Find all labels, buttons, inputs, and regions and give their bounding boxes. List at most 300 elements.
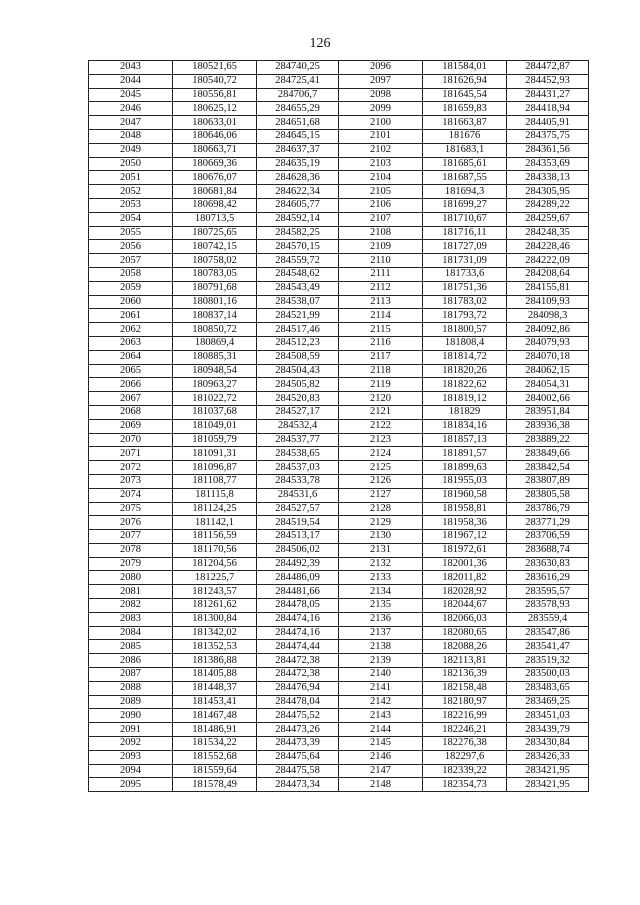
y-coordinate-cell: 284474,16 — [257, 612, 339, 626]
y-coordinate-cell: 283805,58 — [507, 488, 589, 502]
point-number-cell: 2104 — [339, 171, 423, 185]
point-number-cell: 2059 — [89, 281, 173, 295]
table-row — [89, 640, 589, 654]
x-coordinate-cell: 181486,91 — [173, 723, 257, 737]
point-number-cell: 2054 — [89, 212, 173, 226]
x-coordinate-cell: 182354,73 — [423, 778, 507, 792]
point-number-cell: 2132 — [339, 557, 423, 571]
y-coordinate-cell: 284559,72 — [257, 254, 339, 268]
y-coordinate-cell: 284548,62 — [257, 267, 339, 281]
table-row — [89, 198, 589, 212]
x-coordinate-cell: 181170,56 — [173, 543, 257, 557]
x-coordinate-cell: 182011,82 — [423, 571, 507, 585]
table-row — [89, 240, 589, 254]
table-row — [89, 74, 589, 88]
y-coordinate-cell: 284475,64 — [257, 750, 339, 764]
point-number-cell: 2072 — [89, 461, 173, 475]
point-number-cell: 2133 — [339, 571, 423, 585]
point-number-cell: 2088 — [89, 681, 173, 695]
y-coordinate-cell: 284725,41 — [257, 74, 339, 88]
x-coordinate-cell: 181727,09 — [423, 240, 507, 254]
x-coordinate-cell: 182028,92 — [423, 585, 507, 599]
x-coordinate-cell: 181699,27 — [423, 198, 507, 212]
point-number-cell: 2079 — [89, 557, 173, 571]
x-coordinate-cell: 181958,36 — [423, 516, 507, 530]
x-coordinate-cell: 181731,09 — [423, 254, 507, 268]
y-coordinate-cell: 284481,66 — [257, 585, 339, 599]
x-coordinate-cell: 182113,81 — [423, 654, 507, 668]
x-coordinate-cell: 182080,65 — [423, 626, 507, 640]
y-coordinate-cell: 284472,38 — [257, 654, 339, 668]
point-number-cell: 2109 — [339, 240, 423, 254]
point-number-cell: 2086 — [89, 654, 173, 668]
x-coordinate-cell: 182276,38 — [423, 737, 507, 751]
y-coordinate-cell: 284706,7 — [257, 88, 339, 102]
x-coordinate-cell: 180850,72 — [173, 323, 257, 337]
table-row — [89, 543, 589, 557]
x-coordinate-cell: 181820,26 — [423, 364, 507, 378]
x-coordinate-cell: 182180,97 — [423, 695, 507, 709]
table-row — [89, 102, 589, 116]
point-number-cell: 2124 — [339, 447, 423, 461]
x-coordinate-cell: 182297,6 — [423, 750, 507, 764]
table-row — [89, 737, 589, 751]
point-number-cell: 2146 — [339, 750, 423, 764]
table-row — [89, 405, 589, 419]
y-coordinate-cell: 284375,75 — [507, 129, 589, 143]
y-coordinate-cell: 283951,84 — [507, 405, 589, 419]
x-coordinate-cell: 180625,12 — [173, 102, 257, 116]
point-number-cell: 2118 — [339, 364, 423, 378]
x-coordinate-cell: 180837,14 — [173, 309, 257, 323]
point-number-cell: 2128 — [339, 502, 423, 516]
x-coordinate-cell: 181814,72 — [423, 350, 507, 364]
point-number-cell: 2066 — [89, 378, 173, 392]
table-row — [89, 116, 589, 130]
point-number-cell: 2105 — [339, 185, 423, 199]
y-coordinate-cell: 284537,77 — [257, 433, 339, 447]
table-row — [89, 185, 589, 199]
y-coordinate-cell: 284405,91 — [507, 116, 589, 130]
table-row — [89, 723, 589, 737]
table-row — [89, 612, 589, 626]
point-number-cell: 2097 — [339, 74, 423, 88]
y-coordinate-cell: 284517,46 — [257, 323, 339, 337]
x-coordinate-cell: 181710,67 — [423, 212, 507, 226]
table-row — [89, 530, 589, 544]
point-number-cell: 2075 — [89, 502, 173, 516]
y-coordinate-cell: 284527,57 — [257, 502, 339, 516]
y-coordinate-cell: 284070,18 — [507, 350, 589, 364]
y-coordinate-cell: 284476,94 — [257, 681, 339, 695]
y-coordinate-cell: 283430,84 — [507, 737, 589, 751]
coordinates-table — [88, 60, 589, 792]
y-coordinate-cell: 283889,22 — [507, 433, 589, 447]
table-row — [89, 61, 589, 75]
x-coordinate-cell: 181467,48 — [173, 709, 257, 723]
x-coordinate-cell: 181683,1 — [423, 143, 507, 157]
y-coordinate-cell: 284259,67 — [507, 212, 589, 226]
y-coordinate-cell: 284531,6 — [257, 488, 339, 502]
table-row — [89, 599, 589, 613]
x-coordinate-cell: 181822,62 — [423, 378, 507, 392]
x-coordinate-cell: 181124,25 — [173, 502, 257, 516]
y-coordinate-cell: 283559,4 — [507, 612, 589, 626]
x-coordinate-cell: 181559,64 — [173, 764, 257, 778]
x-coordinate-cell: 180948,54 — [173, 364, 257, 378]
y-coordinate-cell: 283688,74 — [507, 543, 589, 557]
x-coordinate-cell: 181448,37 — [173, 681, 257, 695]
table-row — [89, 764, 589, 778]
table-row — [89, 709, 589, 723]
table-row — [89, 668, 589, 682]
x-coordinate-cell: 181716,11 — [423, 226, 507, 240]
y-coordinate-cell: 284474,16 — [257, 626, 339, 640]
x-coordinate-cell: 182158,48 — [423, 681, 507, 695]
y-coordinate-cell: 284520,83 — [257, 392, 339, 406]
y-coordinate-cell: 284472,38 — [257, 668, 339, 682]
x-coordinate-cell: 181300,84 — [173, 612, 257, 626]
point-number-cell: 2071 — [89, 447, 173, 461]
x-coordinate-cell: 181663,87 — [423, 116, 507, 130]
y-coordinate-cell: 283469,25 — [507, 695, 589, 709]
point-number-cell: 2058 — [89, 267, 173, 281]
y-coordinate-cell: 284098,3 — [507, 309, 589, 323]
table-row — [89, 267, 589, 281]
point-number-cell: 2045 — [89, 88, 173, 102]
point-number-cell: 2103 — [339, 157, 423, 171]
y-coordinate-cell: 283849,66 — [507, 447, 589, 461]
x-coordinate-cell: 181142,1 — [173, 516, 257, 530]
table-row — [89, 654, 589, 668]
x-coordinate-cell: 181108,77 — [173, 474, 257, 488]
y-coordinate-cell: 284519,54 — [257, 516, 339, 530]
y-coordinate-cell: 284628,36 — [257, 171, 339, 185]
y-coordinate-cell: 284289,22 — [507, 198, 589, 212]
y-coordinate-cell: 284431,27 — [507, 88, 589, 102]
point-number-cell: 2068 — [89, 405, 173, 419]
table-row — [89, 350, 589, 364]
table-row — [89, 378, 589, 392]
table-row — [89, 364, 589, 378]
x-coordinate-cell: 182088,26 — [423, 640, 507, 654]
x-coordinate-cell: 181960,58 — [423, 488, 507, 502]
x-coordinate-cell: 180540,72 — [173, 74, 257, 88]
x-coordinate-cell: 181091,31 — [173, 447, 257, 461]
table-row — [89, 681, 589, 695]
point-number-cell: 2064 — [89, 350, 173, 364]
point-number-cell: 2074 — [89, 488, 173, 502]
x-coordinate-cell: 180669,36 — [173, 157, 257, 171]
point-number-cell: 2144 — [339, 723, 423, 737]
point-number-cell: 2099 — [339, 102, 423, 116]
x-coordinate-cell: 180676,07 — [173, 171, 257, 185]
point-number-cell: 2139 — [339, 654, 423, 668]
y-coordinate-cell: 283421,95 — [507, 764, 589, 778]
y-coordinate-cell: 283786,79 — [507, 502, 589, 516]
y-coordinate-cell: 284506,02 — [257, 543, 339, 557]
x-coordinate-cell: 181645,54 — [423, 88, 507, 102]
point-number-cell: 2056 — [89, 240, 173, 254]
x-coordinate-cell: 181405,88 — [173, 668, 257, 682]
point-number-cell: 2141 — [339, 681, 423, 695]
table-row — [89, 750, 589, 764]
y-coordinate-cell: 284527,17 — [257, 405, 339, 419]
y-coordinate-cell: 283421,95 — [507, 778, 589, 792]
point-number-cell: 2117 — [339, 350, 423, 364]
y-coordinate-cell: 284002,66 — [507, 392, 589, 406]
y-coordinate-cell: 284645,15 — [257, 129, 339, 143]
x-coordinate-cell: 180885,31 — [173, 350, 257, 364]
y-coordinate-cell: 283519,32 — [507, 654, 589, 668]
table-row — [89, 488, 589, 502]
x-coordinate-cell: 181584,01 — [423, 61, 507, 75]
table-row — [89, 502, 589, 516]
x-coordinate-cell: 181829 — [423, 405, 507, 419]
point-number-cell: 2102 — [339, 143, 423, 157]
y-coordinate-cell: 284538,65 — [257, 447, 339, 461]
y-coordinate-cell: 284635,19 — [257, 157, 339, 171]
point-number-cell: 2135 — [339, 599, 423, 613]
point-number-cell: 2067 — [89, 392, 173, 406]
x-coordinate-cell: 181694,3 — [423, 185, 507, 199]
point-number-cell: 2080 — [89, 571, 173, 585]
point-number-cell: 2094 — [89, 764, 173, 778]
y-coordinate-cell: 284492,39 — [257, 557, 339, 571]
x-coordinate-cell: 182216,99 — [423, 709, 507, 723]
point-number-cell: 2044 — [89, 74, 173, 88]
y-coordinate-cell: 284062,15 — [507, 364, 589, 378]
point-number-cell: 2043 — [89, 61, 173, 75]
point-number-cell: 2089 — [89, 695, 173, 709]
point-number-cell: 2113 — [339, 295, 423, 309]
table-row — [89, 557, 589, 571]
x-coordinate-cell: 181059,79 — [173, 433, 257, 447]
x-coordinate-cell: 181972,61 — [423, 543, 507, 557]
point-number-cell: 2110 — [339, 254, 423, 268]
y-coordinate-cell: 284305,95 — [507, 185, 589, 199]
y-coordinate-cell: 284109,93 — [507, 295, 589, 309]
table-row — [89, 447, 589, 461]
x-coordinate-cell: 181453,41 — [173, 695, 257, 709]
table-row — [89, 626, 589, 640]
y-coordinate-cell: 284512,23 — [257, 336, 339, 350]
y-coordinate-cell: 284537,03 — [257, 461, 339, 475]
y-coordinate-cell: 284486,09 — [257, 571, 339, 585]
y-coordinate-cell: 283578,93 — [507, 599, 589, 613]
y-coordinate-cell: 284651,68 — [257, 116, 339, 130]
x-coordinate-cell: 182136,39 — [423, 668, 507, 682]
y-coordinate-cell: 283936,38 — [507, 419, 589, 433]
x-coordinate-cell: 180869,4 — [173, 336, 257, 350]
table-row — [89, 571, 589, 585]
point-number-cell: 2077 — [89, 530, 173, 544]
y-coordinate-cell: 283483,65 — [507, 681, 589, 695]
point-number-cell: 2047 — [89, 116, 173, 130]
x-coordinate-cell: 181022,72 — [173, 392, 257, 406]
x-coordinate-cell: 182246,21 — [423, 723, 507, 737]
point-number-cell: 2050 — [89, 157, 173, 171]
y-coordinate-cell: 284605,77 — [257, 198, 339, 212]
point-number-cell: 2083 — [89, 612, 173, 626]
table-row — [89, 226, 589, 240]
x-coordinate-cell: 181342,02 — [173, 626, 257, 640]
page-number: 126 — [309, 36, 331, 51]
x-coordinate-cell: 180791,68 — [173, 281, 257, 295]
point-number-cell: 2091 — [89, 723, 173, 737]
y-coordinate-cell: 284092,86 — [507, 323, 589, 337]
x-coordinate-cell: 182339,22 — [423, 764, 507, 778]
table-row — [89, 778, 589, 792]
x-coordinate-cell: 181261,62 — [173, 599, 257, 613]
point-number-cell: 2070 — [89, 433, 173, 447]
y-coordinate-cell: 283541,47 — [507, 640, 589, 654]
x-coordinate-cell: 181352,53 — [173, 640, 257, 654]
point-number-cell: 2087 — [89, 668, 173, 682]
y-coordinate-cell: 284473,26 — [257, 723, 339, 737]
point-number-cell: 2049 — [89, 143, 173, 157]
y-coordinate-cell: 284513,17 — [257, 530, 339, 544]
point-number-cell: 2060 — [89, 295, 173, 309]
table-row — [89, 392, 589, 406]
point-number-cell: 2111 — [339, 267, 423, 281]
x-coordinate-cell: 180801,16 — [173, 295, 257, 309]
point-number-cell: 2125 — [339, 461, 423, 475]
y-coordinate-cell: 284505,82 — [257, 378, 339, 392]
y-coordinate-cell: 283451,03 — [507, 709, 589, 723]
point-number-cell: 2122 — [339, 419, 423, 433]
point-number-cell: 2138 — [339, 640, 423, 654]
y-coordinate-cell: 284532,4 — [257, 419, 339, 433]
y-coordinate-cell: 284533,78 — [257, 474, 339, 488]
point-number-cell: 2052 — [89, 185, 173, 199]
y-coordinate-cell: 284472,87 — [507, 61, 589, 75]
y-coordinate-cell: 283426,33 — [507, 750, 589, 764]
y-coordinate-cell: 284248,35 — [507, 226, 589, 240]
point-number-cell: 2112 — [339, 281, 423, 295]
y-coordinate-cell: 283439,79 — [507, 723, 589, 737]
table-row — [89, 516, 589, 530]
x-coordinate-cell: 181687,55 — [423, 171, 507, 185]
x-coordinate-cell: 181156,59 — [173, 530, 257, 544]
x-coordinate-cell: 181955,03 — [423, 474, 507, 488]
point-number-cell: 2145 — [339, 737, 423, 751]
table-row — [89, 129, 589, 143]
x-coordinate-cell: 181037,68 — [173, 405, 257, 419]
table-row — [89, 309, 589, 323]
x-coordinate-cell: 180556,81 — [173, 88, 257, 102]
y-coordinate-cell: 283706,59 — [507, 530, 589, 544]
y-coordinate-cell: 284079,93 — [507, 336, 589, 350]
x-coordinate-cell: 180783,05 — [173, 267, 257, 281]
point-number-cell: 2078 — [89, 543, 173, 557]
point-number-cell: 2076 — [89, 516, 173, 530]
point-number-cell: 2090 — [89, 709, 173, 723]
x-coordinate-cell: 180758,02 — [173, 254, 257, 268]
table-row — [89, 212, 589, 226]
y-coordinate-cell: 284473,34 — [257, 778, 339, 792]
point-number-cell: 2131 — [339, 543, 423, 557]
x-coordinate-cell: 181578,49 — [173, 778, 257, 792]
point-number-cell: 2055 — [89, 226, 173, 240]
point-number-cell: 2093 — [89, 750, 173, 764]
table-row — [89, 336, 589, 350]
y-coordinate-cell: 284353,69 — [507, 157, 589, 171]
table-row — [89, 281, 589, 295]
x-coordinate-cell: 180521,65 — [173, 61, 257, 75]
y-coordinate-cell: 284222,09 — [507, 254, 589, 268]
y-coordinate-cell: 284228,46 — [507, 240, 589, 254]
x-coordinate-cell: 181204,56 — [173, 557, 257, 571]
x-coordinate-cell: 181659,83 — [423, 102, 507, 116]
y-coordinate-cell: 284338,13 — [507, 171, 589, 185]
y-coordinate-cell: 284361,56 — [507, 143, 589, 157]
point-number-cell: 2106 — [339, 198, 423, 212]
x-coordinate-cell: 181225,7 — [173, 571, 257, 585]
x-coordinate-cell: 181049,01 — [173, 419, 257, 433]
point-number-cell: 2116 — [339, 336, 423, 350]
point-number-cell: 2147 — [339, 764, 423, 778]
x-coordinate-cell: 181793,72 — [423, 309, 507, 323]
point-number-cell: 2107 — [339, 212, 423, 226]
point-number-cell: 2082 — [89, 599, 173, 613]
x-coordinate-cell: 181534,22 — [173, 737, 257, 751]
point-number-cell: 2057 — [89, 254, 173, 268]
point-number-cell: 2129 — [339, 516, 423, 530]
point-number-cell: 2065 — [89, 364, 173, 378]
x-coordinate-cell: 181115,8 — [173, 488, 257, 502]
point-number-cell: 2053 — [89, 198, 173, 212]
point-number-cell: 2121 — [339, 405, 423, 419]
x-coordinate-cell: 180646,06 — [173, 129, 257, 143]
x-coordinate-cell: 181967,12 — [423, 530, 507, 544]
x-coordinate-cell: 181733,6 — [423, 267, 507, 281]
y-coordinate-cell: 284521,99 — [257, 309, 339, 323]
x-coordinate-cell: 180663,71 — [173, 143, 257, 157]
x-coordinate-cell: 181386,88 — [173, 654, 257, 668]
table-row — [89, 461, 589, 475]
y-coordinate-cell: 283771,29 — [507, 516, 589, 530]
y-coordinate-cell: 284508,59 — [257, 350, 339, 364]
point-number-cell: 2046 — [89, 102, 173, 116]
point-number-cell: 2048 — [89, 129, 173, 143]
point-number-cell: 2061 — [89, 309, 173, 323]
point-number-cell: 2148 — [339, 778, 423, 792]
point-number-cell: 2100 — [339, 116, 423, 130]
y-coordinate-cell: 284543,49 — [257, 281, 339, 295]
point-number-cell: 2120 — [339, 392, 423, 406]
point-number-cell: 2130 — [339, 530, 423, 544]
y-coordinate-cell: 284054,31 — [507, 378, 589, 392]
y-coordinate-cell: 284637,37 — [257, 143, 339, 157]
point-number-cell: 2115 — [339, 323, 423, 337]
point-number-cell: 2108 — [339, 226, 423, 240]
point-number-cell: 2119 — [339, 378, 423, 392]
point-number-cell: 2143 — [339, 709, 423, 723]
x-coordinate-cell: 181751,36 — [423, 281, 507, 295]
table-row — [89, 323, 589, 337]
point-number-cell: 2136 — [339, 612, 423, 626]
x-coordinate-cell: 180681,84 — [173, 185, 257, 199]
x-coordinate-cell: 181808,4 — [423, 336, 507, 350]
x-coordinate-cell: 181834,16 — [423, 419, 507, 433]
y-coordinate-cell: 284478,04 — [257, 695, 339, 709]
y-coordinate-cell: 283807,89 — [507, 474, 589, 488]
point-number-cell: 2126 — [339, 474, 423, 488]
x-coordinate-cell: 182001,36 — [423, 557, 507, 571]
x-coordinate-cell: 181800,57 — [423, 323, 507, 337]
table-row — [89, 585, 589, 599]
